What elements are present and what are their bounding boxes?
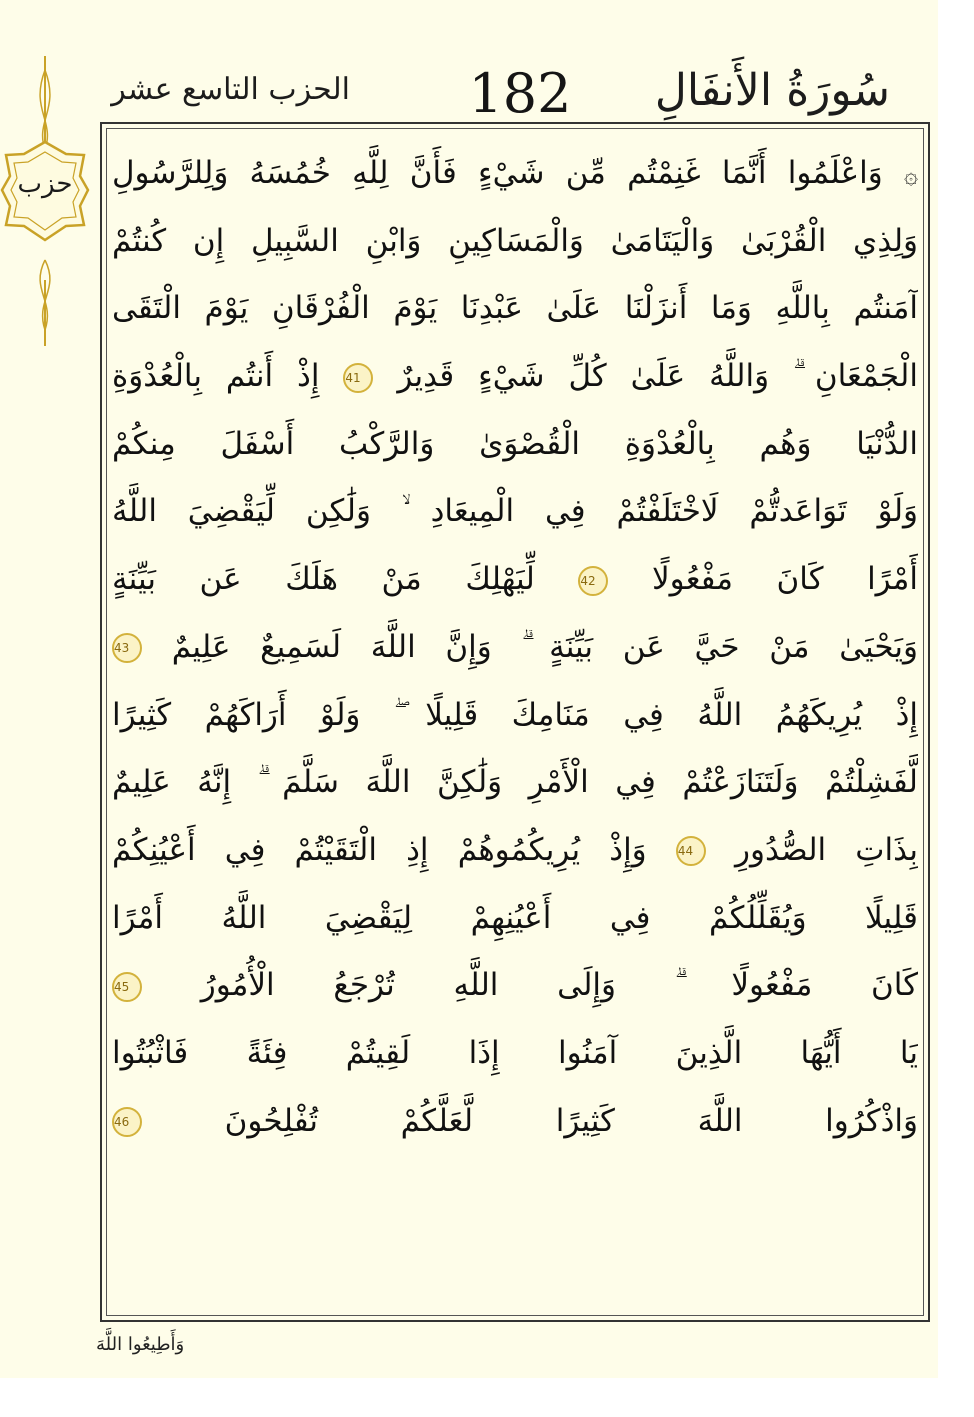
ayah-number-marker: 46 [112,1107,142,1137]
line-text: يَا أَيُّهَا الَّذِينَ آمَنُوا إِذَا لَقِيتُمْ فِئَةً فَاثْبُتُوا [112,1034,918,1071]
line-text: آمَنتُم بِاللَّهِ وَمَا أَنزَلْنَا عَلَىٰ عَبْدِنَا يَوْمَ الْفُرْقَانِ يَوْمَ الْتَقَى [112,290,918,327]
line-text: وَلِذِي الْقُرْبَىٰ وَالْيَتَامَىٰ وَالْمَسَاكِينِ وَابْنِ السَّبِيلِ إِن كُنتُمْ [112,222,918,259]
line-text: وَلَوْ تَوَاعَدتُّمْ لَاخْتَلَفْتُمْ فِي الْمِيعَادِ ۙ وَلَٰكِن لِّيَقْضِيَ اللَّهُ [112,493,918,530]
catchword: وَأَطِيعُوا اللَّهَ [96,1334,185,1355]
text-line-2 [112,208,918,276]
page-edge-bottom [0,1378,974,1417]
text-line-12 [112,885,918,953]
line-text: إِذْ أَنتُم بِالْعُدْوَةِ [112,358,320,395]
text-line-4 [112,343,918,411]
line-text: لَّفَشِلْتُمْ وَلَتَنَازَعْتُمْ فِي الْأَمْرِ وَلَٰكِنَّ اللَّهَ سَلَّمَ ۗ إِنَّهُ عَلِيمٌ [112,764,918,801]
line-text: بِذَاتِ الصُّدُورِ [735,831,918,868]
text-line-11 [112,817,918,885]
hizb-title: الحزب التاسع عشر [111,72,350,107]
text-line-15 [112,1088,918,1156]
text-line-13 [112,952,918,1020]
quran-text-block [112,140,918,1155]
text-line-7 [112,546,918,614]
text-line-8 [112,614,918,682]
text-line-10 [112,749,918,817]
hizb-star-icon: ۞ [903,161,918,189]
page-edge-right [938,0,974,1417]
line-text: أَمْرًا كَانَ مَفْعُولًا [652,561,918,598]
text-line-6 [112,478,918,546]
hizb-margin-label: حزب [17,169,73,199]
text-line-5 [112,411,918,479]
line-text: الدُّنْيَا وَهُم بِالْعُدْوَةِ الْقُصْوَىٰ وَالرَّكْبُ أَسْفَلَ مِنكُمْ [112,425,918,462]
line-text: وَاذْكُرُوا اللَّهَ كَثِيرًا لَّعَلَّكُمْ تُفْلِحُونَ [224,1102,918,1139]
surah-title: سُورَةُ الأَنفَالِ [654,65,890,116]
text-line-1 [112,140,918,208]
text-line-14 [112,1020,918,1088]
line-text: وَيَحْيَىٰ مَنْ حَيَّ عَن بَيِّنَةٍ ۗ وَإِنَّ اللَّهَ لَسَمِيعٌ عَلِيمٌ [171,628,918,665]
text-line-9 [112,682,918,750]
line-text: الْجَمْعَانِ ۗ وَاللَّهُ عَلَىٰ كُلِّ شَيْءٍ قَدِيرٌ [397,358,918,395]
ayah-number-marker: 45 [112,972,142,1002]
line-text: إِذْ يُرِيكَهُمُ اللَّهُ فِي مَنَامِكَ قَلِيلًا ۖ وَلَوْ أَرَاكَهُمْ كَثِيرًا [112,696,918,733]
line-text: كَانَ مَفْعُولًا ۗ وَإِلَى اللَّهِ تُرْجَعُ الْأُمُورُ [200,967,918,1004]
line-text: وَإِذْ يُرِيكُمُوهُمْ إِذِ الْتَقَيْتُمْ فِي أَعْيُنِكُمْ [112,831,647,868]
line-text: لِّيَهْلِكَ مَنْ هَلَكَ عَن بَيِّنَةٍ [112,561,535,598]
ayah-number-marker: 42 [578,566,608,596]
ayah-number-marker: 43 [112,633,142,663]
ayah-number-marker: 44 [676,836,706,866]
line-text: وَاعْلَمُوا أَنَّمَا غَنِمْتُم مِّن شَيْءٍ فَأَنَّ لِلَّهِ خُمُسَهُ وَلِلرَّسُولِ [112,155,883,191]
line-text: قَلِيلًا وَيُقَلِّلُكُمْ فِي أَعْيُنِهِمْ لِيَقْضِيَ اللَّهُ أَمْرًا [112,899,918,936]
text-line-3 [112,275,918,343]
ayah-number-marker: 41 [343,363,373,393]
page-number: 182 [468,62,572,125]
